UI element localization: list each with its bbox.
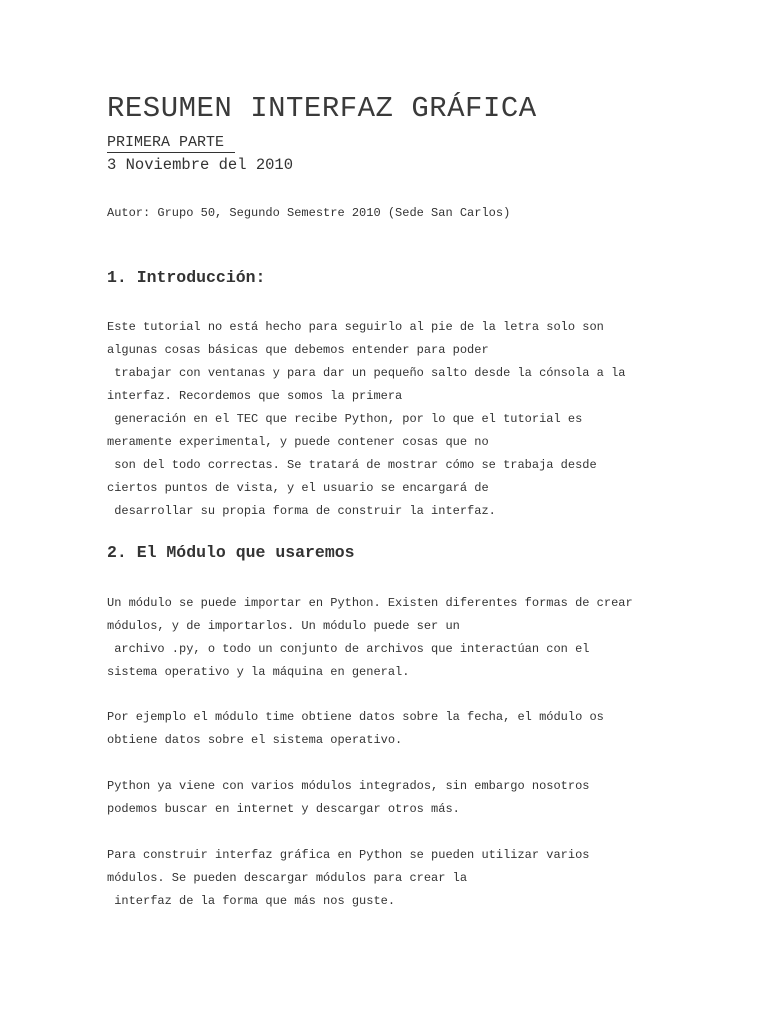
paragraph-line: Python ya viene con varios módulos integrados, sin embargo nosotros [107,779,590,793]
paragraph-line: obtiene datos sobre el sistema operativo. [107,733,403,747]
paragraph-line: sistema operativo y la máquina en general. [107,665,410,679]
section-heading-introduccion: 1. Introducción: [107,268,266,287]
paragraph-line: interfaz de la forma que más nos guste. [107,894,396,908]
modulo-paragraph-2 [107,706,667,752]
document-author: Autor: Grupo 50, Segundo Semestre 2010 (Sede San Carlos) [107,206,511,220]
document-subtitle: PRIMERA PARTE [107,134,225,151]
paragraph-line: interfaz. Recordemos que somos la primera [107,389,403,403]
modulo-paragraph-3 [107,775,667,821]
modulo-paragraph-1 [107,592,667,684]
document-date: 3 Noviembre del 2010 [107,156,294,174]
paragraph-line: generación en el TEC que recibe Python, por lo que el tutorial es [107,412,583,426]
paragraph-line: trabajar con ventanas y para dar un pequeño salto desde la cónsola a la [107,366,626,380]
paragraph-line: desarrollar su propia forma de construir la interfaz. [107,504,496,518]
paragraph-line: Para construir interfaz gráfica en Python se pueden utilizar varios [107,848,590,862]
paragraph-line: ciertos puntos de vista, y el usuario se encargará de [107,481,489,495]
paragraph-line: módulos. Se pueden descargar módulos para crear la [107,871,468,885]
section-heading-modulo: 2. El Módulo que usaremos [107,543,355,562]
paragraph-line: Un módulo se puede importar en Python. Existen diferentes formas de crear [107,596,633,610]
subtitle-underline [107,152,235,153]
paragraph-line: meramente experimental, y puede contener cosas que no [107,435,489,449]
modulo-paragraph-4 [107,844,667,913]
paragraph-line: algunas cosas básicas que debemos entender para poder [107,343,489,357]
document-title: RESUMEN INTERFAZ GRÁFICA [107,92,537,125]
intro-paragraph [107,316,667,523]
paragraph-line: Este tutorial no está hecho para seguirlo al pie de la letra solo son [107,320,604,334]
paragraph-line: archivo .py, o todo un conjunto de archivos que interactúan con el [107,642,590,656]
paragraph-line: son del todo correctas. Se tratará de mostrar cómo se trabaja desde [107,458,597,472]
paragraph-line: podemos buscar en internet y descargar otros más. [107,802,460,816]
paragraph-line: Por ejemplo el módulo time obtiene datos sobre la fecha, el módulo os [107,710,604,724]
paragraph-line: módulos, y de importarlos. Un módulo puede ser un [107,619,460,633]
